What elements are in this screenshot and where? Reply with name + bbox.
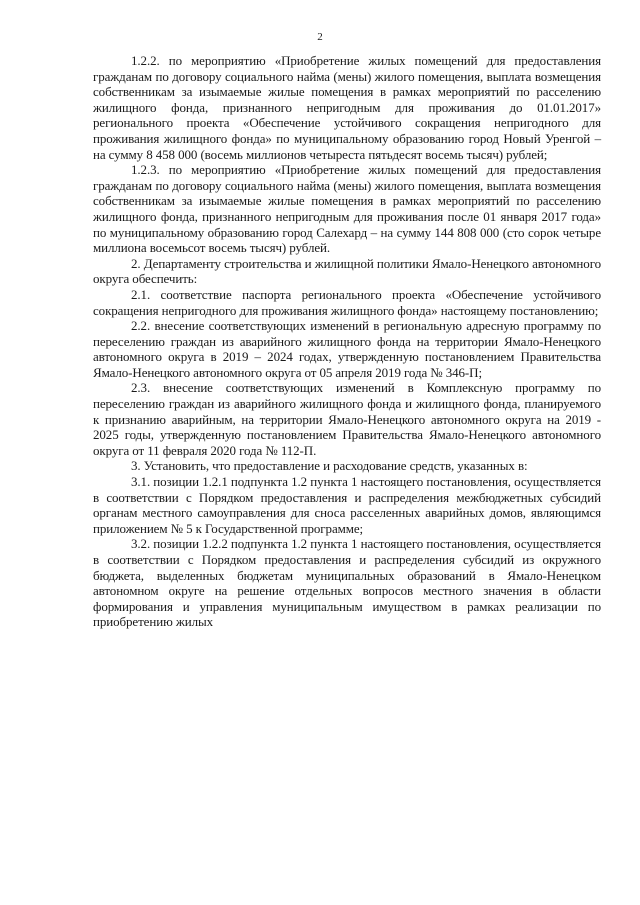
document-body [93, 53, 601, 630]
paragraph-1-2-3: 1.2.3. по мероприятию «Приобретение жилых помещений для предоставления гражданам по договору социального найма (мены) жилого помещения, выплата возмещения собственникам за изымаемые жилые помещения в рамках мероприятий по расселению жилищного фонда, признанного непригодным для проживания после 01 января 2017 года» по муниципальному образованию город Салехард – на сумму 144 808 000 (сто сорок четыре миллиона восемьсот восемь тысяч) рублей. [93, 162, 601, 256]
paragraph-3-1: 3.1. позиции 1.2.1 подпункта 1.2 пункта 1 настоящего постановления, осуществляется в соответствии с Порядком предоставления и распределения межбюджетных субсидий органам местного самоуправления для сноса расселенных аварийных домов, являющимся приложением № 5 к Государственной программе; [93, 474, 601, 536]
paragraph-2: 2. Департаменту строительства и жилищной политики Ямало-Ненецкого автономного округа обеспечить: [93, 255, 601, 287]
paragraph-2-3: 2.3. внесение соответствующих изменений в Комплексную программу по переселению граждан из аварийного жилищного фонда и жилищного фонда, планируемого к признанию аварийным, на территории Ямало-Ненецкого автономного округа на 2019 - 2025 годы, утвержденную постановлением Правительства Ямало-Ненецкого автономного округа от 11 февраля 2020 года № 112-П. [93, 380, 601, 458]
paragraph-2-2: 2.2. внесение соответствующих изменений в региональную адресную программу по переселению граждан из аварийного жилищного фонда на территории Ямало-Ненецкого автономного округа в 2019 – 2024 годах, утвержденную постановлением Правительства Ямало-Ненецкого автономного округа от 05 апреля 2019 года № 346-П; [93, 318, 601, 380]
paragraph-3: 3. Установить, что предоставление и расходование средств, указанных в: [131, 458, 528, 474]
paragraph-2-1: 2.1. соответствие паспорта регионального проекта «Обеспечение устойчивого сокращения непригодного для проживания жилищного фонда» настоящему постановлению; [93, 286, 601, 318]
page-number: 2 [317, 31, 323, 43]
paragraph-3-2: 3.2. позиции 1.2.2 подпункта 1.2 пункта 1 настоящего постановления, осуществляется в соответствии с Порядком предоставления и распределения субсидий из окружного бюджета, выделенных бюджетам муниципальных образований в Ямало-Ненецком автономном округе на решение отдельных вопросов местного значения в области формирования и управления муниципальным имуществом в рамках реализации по приобретению жилых [93, 536, 601, 630]
paragraph-1-2-2: 1.2.2. по мероприятию «Приобретение жилых помещений для предоставления гражданам по договору социального найма (мены) жилого помещения, выплата возмещения собственникам за изымаемые жилые помещения в рамках мероприятий по расселению жилищного фонда, признанного непригодным для проживания до 01.01.2017» регионального проекта «Обеспечение устойчивого сокращения непригодного для проживания жилищного фонда» по муниципальному образованию город Новый Уренгой – на сумму 8 458 000 (восемь миллионов четыреста пятьдесят восемь тысяч) рублей; [93, 53, 601, 162]
